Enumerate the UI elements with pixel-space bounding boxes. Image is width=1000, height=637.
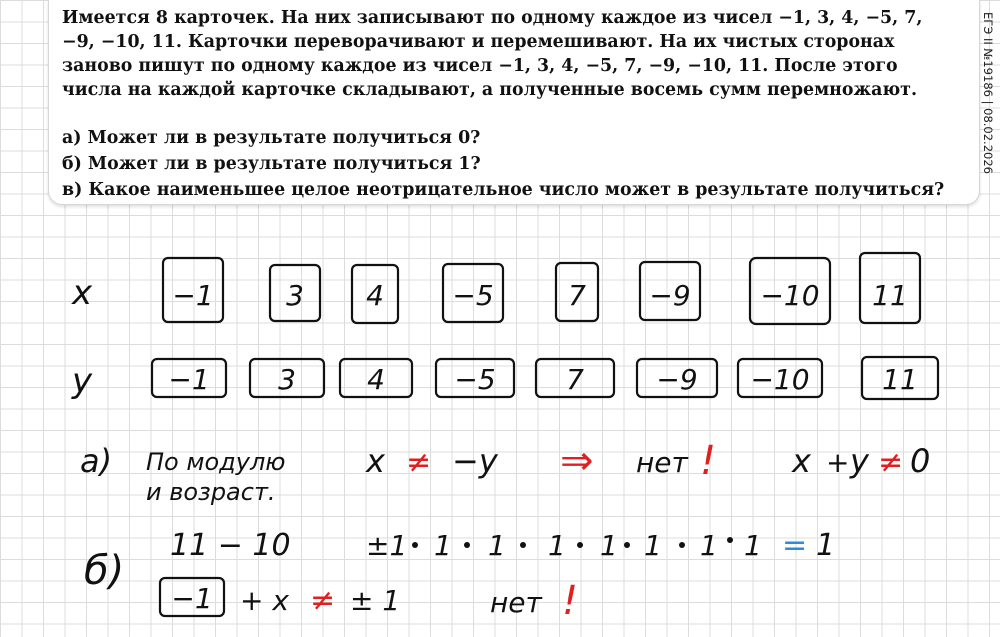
product-dot [412, 542, 418, 548]
product-term-2: 1 [434, 529, 452, 562]
part-a-sum-y: y [850, 442, 869, 480]
cards-x-row [163, 253, 920, 324]
product-term-4: 1 [548, 529, 566, 562]
card-y-8-text: 11 [882, 363, 918, 396]
product-dot [464, 542, 470, 548]
card-x-8-text: 11 [872, 279, 908, 312]
row-y-label: y [72, 361, 93, 401]
card-x-4-text: −5 [452, 279, 494, 312]
product-dot [624, 542, 630, 548]
part-a-neq: ≠ [406, 445, 432, 480]
part-a-note-line1: По модулю [146, 448, 286, 476]
row-x-label: x [72, 273, 93, 313]
part-b-plus-x: + x [240, 584, 289, 617]
part-b-label: б) [84, 548, 125, 594]
product-result: 1 [816, 528, 836, 563]
part-b-exclaim: ! [562, 578, 579, 624]
card-y-6-text: −9 [656, 363, 698, 396]
problem-id-text: ЕГЭ II №19186 | 08.02.2026 [981, 12, 995, 174]
part-a-implies: ⇒ [560, 438, 594, 484]
part-a-sum-x: x [792, 442, 811, 480]
part-a-sum-plus: + [826, 446, 850, 479]
question-c: в) Какое наименьшее целое неотрицательное число может в результате получиться? [62, 180, 945, 200]
problem-statement: Имеется 8 карточек. На них записывают по одному каждое из чисел −1, 3, 4, −5, 7, −9, −10, 11. Карточки переворачивают и перемешивают. На их чистых сторонах заново пишут по одному каждое из чисел −1, 3, 4, −5, 7, −9, −10, 11. После этого числа на каждой карточке складывают, а полученные восемь сумм перемножают. [62, 8, 923, 100]
card-y-2-text: 3 [278, 363, 296, 396]
part-b-answer: нет [490, 586, 542, 619]
part-a-neg-y: −y [452, 442, 498, 480]
part-b-solution [84, 528, 835, 624]
product-term-1: ±1 [366, 529, 408, 562]
part-a-note-line2: и возраст. [146, 478, 276, 506]
part-a-sum-neq: ≠ [878, 445, 904, 480]
card-x-3-text: 4 [366, 279, 384, 312]
product-term-3: 1 [488, 529, 506, 562]
part-a-exclaim: ! [700, 438, 717, 484]
card-y-3-text: 4 [367, 363, 385, 396]
product-dot [679, 542, 685, 548]
cards-y-row [152, 357, 938, 399]
product-term-7: 1 [700, 529, 718, 562]
product-equals: = [782, 528, 808, 563]
card-x-5-text: 7 [568, 279, 586, 312]
card-y-4-text: −5 [454, 363, 496, 396]
product-dot [727, 537, 733, 543]
product-dot [520, 542, 526, 548]
part-b-pm1: ± 1 [350, 584, 401, 617]
card-x-2-text: 3 [286, 279, 304, 312]
card-x-7-text: −10 [760, 279, 820, 312]
card-y-5-text: 7 [566, 363, 584, 396]
product-term-5: 1 [600, 529, 618, 562]
part-a-answer: нет [636, 446, 688, 479]
part-b-card-text: −1 [171, 582, 213, 615]
part-b-neq: ≠ [310, 583, 336, 618]
question-b: б) Может ли в результате получиться 1? [62, 154, 481, 174]
card-x-6-text: −9 [649, 279, 691, 312]
part-a-solution [80, 438, 930, 506]
question-a: а) Может ли в результате получиться 0? [62, 128, 481, 148]
part-a-x: x [366, 442, 385, 480]
card-y-7-text: −10 [750, 363, 810, 396]
card-x-1-text: −1 [172, 279, 214, 312]
product-dot [577, 542, 583, 548]
part-a-label: а) [80, 442, 113, 480]
product-term-6: 1 [644, 529, 662, 562]
part-b-diff: 11 − 10 [170, 528, 291, 563]
part-a-sum-zero: 0 [910, 442, 931, 480]
card-y-1-text: −1 [168, 363, 210, 396]
product-term-8: 1 [744, 529, 762, 562]
